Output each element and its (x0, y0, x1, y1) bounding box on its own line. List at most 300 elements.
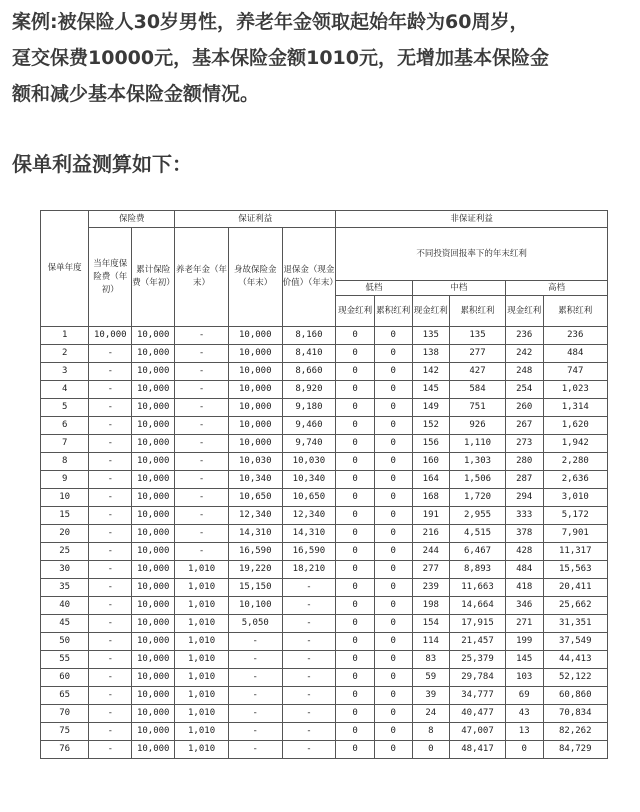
table-cell: 10,000 (132, 597, 175, 615)
table-cell: 2,955 (450, 507, 506, 525)
table-cell: 8,410 (282, 345, 336, 363)
table-cell: 0 (336, 741, 375, 759)
table-cell: 14,664 (450, 597, 506, 615)
table-cell: 10,000 (132, 669, 175, 687)
table-cell: 138 (412, 345, 450, 363)
table-cell: 1,010 (175, 651, 229, 669)
table-cell: 10,000 (132, 489, 175, 507)
table-cell: - (89, 579, 132, 597)
header-cumulative-dividend: 累积红利 (450, 296, 506, 327)
table-cell: 6,467 (450, 543, 506, 561)
table-cell: 55 (41, 651, 89, 669)
table-cell: 8,893 (450, 561, 506, 579)
table-cell: - (89, 633, 132, 651)
table-row (41, 345, 608, 363)
table-cell: - (89, 597, 132, 615)
table-cell: 18,210 (282, 561, 336, 579)
table-row (41, 435, 608, 453)
table-cell: 9,180 (282, 399, 336, 417)
table-row (41, 615, 608, 633)
table-cell: 2,280 (543, 453, 608, 471)
table-cell: 484 (505, 561, 543, 579)
table-cell: 271 (505, 615, 543, 633)
table-cell: 10,000 (228, 381, 282, 399)
table-cell: 7 (41, 435, 89, 453)
table-cell: 0 (336, 327, 375, 345)
table-cell: - (175, 399, 229, 417)
table-cell: 13 (505, 723, 543, 741)
table-cell: - (89, 651, 132, 669)
table-cell: 10,000 (132, 417, 175, 435)
table-cell: - (89, 345, 132, 363)
table-cell: - (228, 669, 282, 687)
table-cell: 10 (41, 489, 89, 507)
table-cell: 10,000 (89, 327, 132, 345)
table-cell: 346 (505, 597, 543, 615)
table-cell: - (89, 561, 132, 579)
table-cell: 0 (374, 543, 412, 561)
table-cell: 0 (374, 741, 412, 759)
table-cell: - (89, 435, 132, 453)
table-cell: 0 (374, 723, 412, 741)
table-cell: - (282, 633, 336, 651)
table-cell: 1,010 (175, 741, 229, 759)
table-cell: 83 (412, 651, 450, 669)
table-row (41, 705, 608, 723)
table-cell: 0 (374, 651, 412, 669)
table-cell: 84,729 (543, 741, 608, 759)
table-cell: 10,000 (228, 363, 282, 381)
table-cell: 10,000 (132, 705, 175, 723)
table-cell: 0 (336, 669, 375, 687)
table-cell: 0 (374, 327, 412, 345)
table-cell: 0 (374, 399, 412, 417)
table-cell: 43 (505, 705, 543, 723)
table-cell: - (175, 327, 229, 345)
table-cell: - (89, 543, 132, 561)
table-cell: 1,010 (175, 561, 229, 579)
table-cell: 0 (374, 615, 412, 633)
table-cell: 10,000 (228, 417, 282, 435)
table-cell: 10,100 (228, 597, 282, 615)
table-cell: 0 (336, 381, 375, 399)
table-cell: 0 (374, 525, 412, 543)
table-cell: 14,310 (228, 525, 282, 543)
table-cell: 2,636 (543, 471, 608, 489)
table-cell: 10,000 (228, 399, 282, 417)
table-cell: 236 (505, 327, 543, 345)
table-cell: 25,662 (543, 597, 608, 615)
table-cell: 0 (412, 741, 450, 759)
table-cell: 34,777 (450, 687, 506, 705)
table-cell: 10,000 (132, 471, 175, 489)
table-cell: 3,010 (543, 489, 608, 507)
table-cell: - (175, 345, 229, 363)
table-cell: 244 (412, 543, 450, 561)
table-cell: 191 (412, 507, 450, 525)
table-cell: 15 (41, 507, 89, 525)
table-cell: 0 (374, 453, 412, 471)
table-cell: 10,000 (132, 741, 175, 759)
table-cell: 747 (543, 363, 608, 381)
table-cell: 0 (336, 471, 375, 489)
header-nonguaranteed-group: 非保证利益 (336, 211, 608, 228)
table-cell: 0 (374, 579, 412, 597)
table-cell: 12,340 (282, 507, 336, 525)
table-cell: 10,340 (282, 471, 336, 489)
table-cell: 20 (41, 525, 89, 543)
table-cell: - (282, 669, 336, 687)
table-cell: 8 (41, 453, 89, 471)
table-cell: 103 (505, 669, 543, 687)
table-cell: 277 (412, 561, 450, 579)
table-cell: 0 (374, 363, 412, 381)
table-cell: 10,000 (132, 687, 175, 705)
table-cell: 267 (505, 417, 543, 435)
table-cell: 10,000 (132, 327, 175, 345)
table-cell: 70,834 (543, 705, 608, 723)
table-row (41, 453, 608, 471)
header-low-tier: 低档 (336, 281, 412, 296)
table-cell: 1,010 (175, 615, 229, 633)
table-cell: 8,920 (282, 381, 336, 399)
table-cell: 1,010 (175, 579, 229, 597)
case-description (12, 4, 628, 112)
table-cell: 65 (41, 687, 89, 705)
table-cell: 142 (412, 363, 450, 381)
table-cell: 751 (450, 399, 506, 417)
table-cell: 135 (412, 327, 450, 345)
table-cell: 260 (505, 399, 543, 417)
table-cell: 287 (505, 471, 543, 489)
table-cell: - (175, 489, 229, 507)
table-cell: 15,150 (228, 579, 282, 597)
table-cell: 10,000 (228, 327, 282, 345)
table-cell: 9 (41, 471, 89, 489)
table-cell: - (228, 705, 282, 723)
table-cell: - (175, 543, 229, 561)
table-cell: - (175, 471, 229, 489)
table-cell: 31,351 (543, 615, 608, 633)
table-cell: - (282, 579, 336, 597)
table-cell: 11,317 (543, 543, 608, 561)
table-cell: 50 (41, 633, 89, 651)
table-row (41, 723, 608, 741)
table-cell: 10,000 (228, 345, 282, 363)
table-cell: 76 (41, 741, 89, 759)
table-cell: 60,860 (543, 687, 608, 705)
table-cell: 1,010 (175, 705, 229, 723)
table-cell: 12,340 (228, 507, 282, 525)
table-cell: - (228, 633, 282, 651)
table-cell: 0 (336, 453, 375, 471)
table-cell: 0 (336, 723, 375, 741)
table-cell: - (89, 453, 132, 471)
section-subtitle: 保单利益测算如下： (12, 152, 192, 176)
table-cell: 584 (450, 381, 506, 399)
table-cell: 428 (505, 543, 543, 561)
header-cumulative-dividend: 累积红利 (543, 296, 608, 327)
table-cell: 45 (41, 615, 89, 633)
table-cell: 0 (336, 615, 375, 633)
table-cell: - (228, 723, 282, 741)
table-cell: - (282, 651, 336, 669)
table-cell: - (89, 381, 132, 399)
table-cell: 0 (374, 705, 412, 723)
table-cell: 4,515 (450, 525, 506, 543)
table-cell: - (282, 687, 336, 705)
table-cell: 69 (505, 687, 543, 705)
table-cell: 0 (374, 687, 412, 705)
table-cell: 0 (336, 687, 375, 705)
table-cell: 10,340 (228, 471, 282, 489)
table-cell: 0 (374, 417, 412, 435)
table-cell: 3 (41, 363, 89, 381)
intro-line: 趸交保费10000元，基本保险金额1010元，无增加基本保险金 (12, 47, 549, 69)
table-cell: 1,314 (543, 399, 608, 417)
table-cell: 333 (505, 507, 543, 525)
table-cell: 242 (505, 345, 543, 363)
table-cell: 0 (336, 399, 375, 417)
table-cell: 427 (450, 363, 506, 381)
table-cell: 0 (336, 435, 375, 453)
table-cell: 1,942 (543, 435, 608, 453)
table-cell: 0 (336, 597, 375, 615)
table-cell: 0 (336, 345, 375, 363)
table-cell: 10,000 (132, 723, 175, 741)
table-cell: - (89, 615, 132, 633)
table-cell: 164 (412, 471, 450, 489)
table-cell: 10,000 (228, 435, 282, 453)
table-cell: 236 (543, 327, 608, 345)
table-cell: 5,172 (543, 507, 608, 525)
table-cell: 280 (505, 453, 543, 471)
table-cell: 1,506 (450, 471, 506, 489)
header-premium-group: 保险费 (89, 211, 175, 228)
table-cell: 60 (41, 669, 89, 687)
table-cell: 10,000 (132, 525, 175, 543)
table-cell: 378 (505, 525, 543, 543)
table-cell: 198 (412, 597, 450, 615)
table-cell: - (175, 363, 229, 381)
table-cell: 145 (412, 381, 450, 399)
table-cell: - (89, 471, 132, 489)
table-cell: 0 (336, 633, 375, 651)
table-cell: 0 (374, 669, 412, 687)
table-cell: 10,650 (228, 489, 282, 507)
header-dividend-title: 不同投资回报率下的年末红利 (336, 228, 608, 281)
table-cell: 10,030 (282, 453, 336, 471)
table-cell: 47,007 (450, 723, 506, 741)
table-cell: 152 (412, 417, 450, 435)
table-cell: 8 (412, 723, 450, 741)
table-row (41, 507, 608, 525)
table-cell: - (89, 669, 132, 687)
table-cell: 29,784 (450, 669, 506, 687)
table-cell: - (228, 651, 282, 669)
table-cell: 0 (336, 705, 375, 723)
table-cell: 0 (336, 579, 375, 597)
table-row (41, 597, 608, 615)
table-cell: 0 (374, 507, 412, 525)
table-cell: 82,262 (543, 723, 608, 741)
table-cell: 0 (336, 651, 375, 669)
table-row (41, 579, 608, 597)
table-cell: 24 (412, 705, 450, 723)
table-row (41, 561, 608, 579)
table-cell: 0 (336, 507, 375, 525)
table-cell: 40,477 (450, 705, 506, 723)
header-death-benefit: 身故保险金（年末） (228, 228, 282, 327)
table-cell: - (282, 741, 336, 759)
table-cell: 40 (41, 597, 89, 615)
table-cell: 10,000 (132, 615, 175, 633)
table-cell: 294 (505, 489, 543, 507)
table-cell: 1,303 (450, 453, 506, 471)
table-cell: 254 (505, 381, 543, 399)
table-cell: - (228, 741, 282, 759)
policy-benefit-table (40, 210, 608, 759)
table-cell: 10,000 (132, 543, 175, 561)
table-cell: 9,740 (282, 435, 336, 453)
table-cell: 0 (374, 435, 412, 453)
table-cell: 5 (41, 399, 89, 417)
table-cell: 1,023 (543, 381, 608, 399)
table-cell: 1,720 (450, 489, 506, 507)
table-row (41, 651, 608, 669)
header-policy-year: 保单年度 (41, 211, 89, 327)
table-cell: - (175, 417, 229, 435)
table-cell: 10,000 (132, 435, 175, 453)
table-cell: - (89, 507, 132, 525)
table-row (41, 417, 608, 435)
table-cell: 0 (374, 381, 412, 399)
table-cell: 20,411 (543, 579, 608, 597)
table-cell: 0 (374, 345, 412, 363)
table-cell: 10,000 (132, 651, 175, 669)
header-high-tier: 高档 (505, 281, 607, 296)
table-cell: 17,915 (450, 615, 506, 633)
table-cell: 0 (336, 417, 375, 435)
table-cell: 154 (412, 615, 450, 633)
table-cell: 0 (336, 489, 375, 507)
table-cell: 1,010 (175, 597, 229, 615)
table-cell: - (89, 741, 132, 759)
table-cell: 25,379 (450, 651, 506, 669)
table-cell: 1 (41, 327, 89, 345)
table-cell: 10,000 (132, 345, 175, 363)
table-cell: 216 (412, 525, 450, 543)
table-cell: 10,000 (132, 507, 175, 525)
header-cumulative-dividend: 累积红利 (374, 296, 412, 327)
table-cell: 7,901 (543, 525, 608, 543)
table-cell: 10,030 (228, 453, 282, 471)
table-cell: 239 (412, 579, 450, 597)
intro-line: 额和减少基本保险金额情况。 (12, 83, 260, 105)
table-cell: 926 (450, 417, 506, 435)
table-cell: 6 (41, 417, 89, 435)
table-cell: 10,000 (132, 363, 175, 381)
table-cell: 156 (412, 435, 450, 453)
table-cell: 0 (374, 633, 412, 651)
table-cell: - (89, 489, 132, 507)
table-cell: 2 (41, 345, 89, 363)
table-cell: 15,563 (543, 561, 608, 579)
table-cell: 0 (336, 363, 375, 381)
table-cell: 8,160 (282, 327, 336, 345)
table-cell: 25 (41, 543, 89, 561)
table-cell: 0 (374, 561, 412, 579)
table-cell: - (175, 507, 229, 525)
table-cell: 10,000 (132, 579, 175, 597)
table-cell: 11,663 (450, 579, 506, 597)
table-cell: 52,122 (543, 669, 608, 687)
table-cell: 1,010 (175, 633, 229, 651)
table-cell: 1,110 (450, 435, 506, 453)
table-row (41, 399, 608, 417)
table-cell: 0 (505, 741, 543, 759)
header-current-premium: 当年度保险费（年初） (89, 228, 132, 327)
table-cell: - (228, 687, 282, 705)
table-cell: 135 (450, 327, 506, 345)
header-cumulative-premium: 累计保险费（年初） (132, 228, 175, 327)
table-cell: 21,457 (450, 633, 506, 651)
table-cell: 277 (450, 345, 506, 363)
header-cash-dividend: 现金红利 (505, 296, 543, 327)
table-cell: 10,000 (132, 561, 175, 579)
table-cell: - (89, 705, 132, 723)
table-cell: 114 (412, 633, 450, 651)
table-cell: 4 (41, 381, 89, 399)
table-cell: 1,010 (175, 669, 229, 687)
table-row (41, 543, 608, 561)
table-cell: 8,660 (282, 363, 336, 381)
table-cell: 44,413 (543, 651, 608, 669)
table-cell: 0 (374, 471, 412, 489)
table-cell: - (89, 363, 132, 381)
table-cell: - (175, 453, 229, 471)
table-cell: - (89, 723, 132, 741)
table-cell: - (89, 417, 132, 435)
header-guaranteed-group: 保证利益 (175, 211, 336, 228)
table-cell: - (175, 381, 229, 399)
intro-line: 案例:被保险人30岁男性，养老年金领取起始年龄为60周岁， (12, 11, 529, 33)
table-cell: 418 (505, 579, 543, 597)
header-cash-dividend: 现金红利 (336, 296, 375, 327)
table-cell: 10,000 (132, 399, 175, 417)
table-body (41, 327, 608, 759)
table-row (41, 489, 608, 507)
table-row (41, 381, 608, 399)
table-cell: 48,417 (450, 741, 506, 759)
table-cell: 59 (412, 669, 450, 687)
table-cell: 16,590 (282, 543, 336, 561)
table-cell: 75 (41, 723, 89, 741)
table-cell: 160 (412, 453, 450, 471)
header-cash-dividend: 现金红利 (412, 296, 450, 327)
table-row (41, 525, 608, 543)
table-cell: 70 (41, 705, 89, 723)
table-cell: 168 (412, 489, 450, 507)
table-cell: 145 (505, 651, 543, 669)
table-cell: - (89, 687, 132, 705)
table-cell: 39 (412, 687, 450, 705)
table-row (41, 669, 608, 687)
header-surrender-value: 退保金（现金价值）（年末） (282, 228, 336, 327)
table-cell: - (282, 597, 336, 615)
table-cell: 273 (505, 435, 543, 453)
table-row (41, 687, 608, 705)
